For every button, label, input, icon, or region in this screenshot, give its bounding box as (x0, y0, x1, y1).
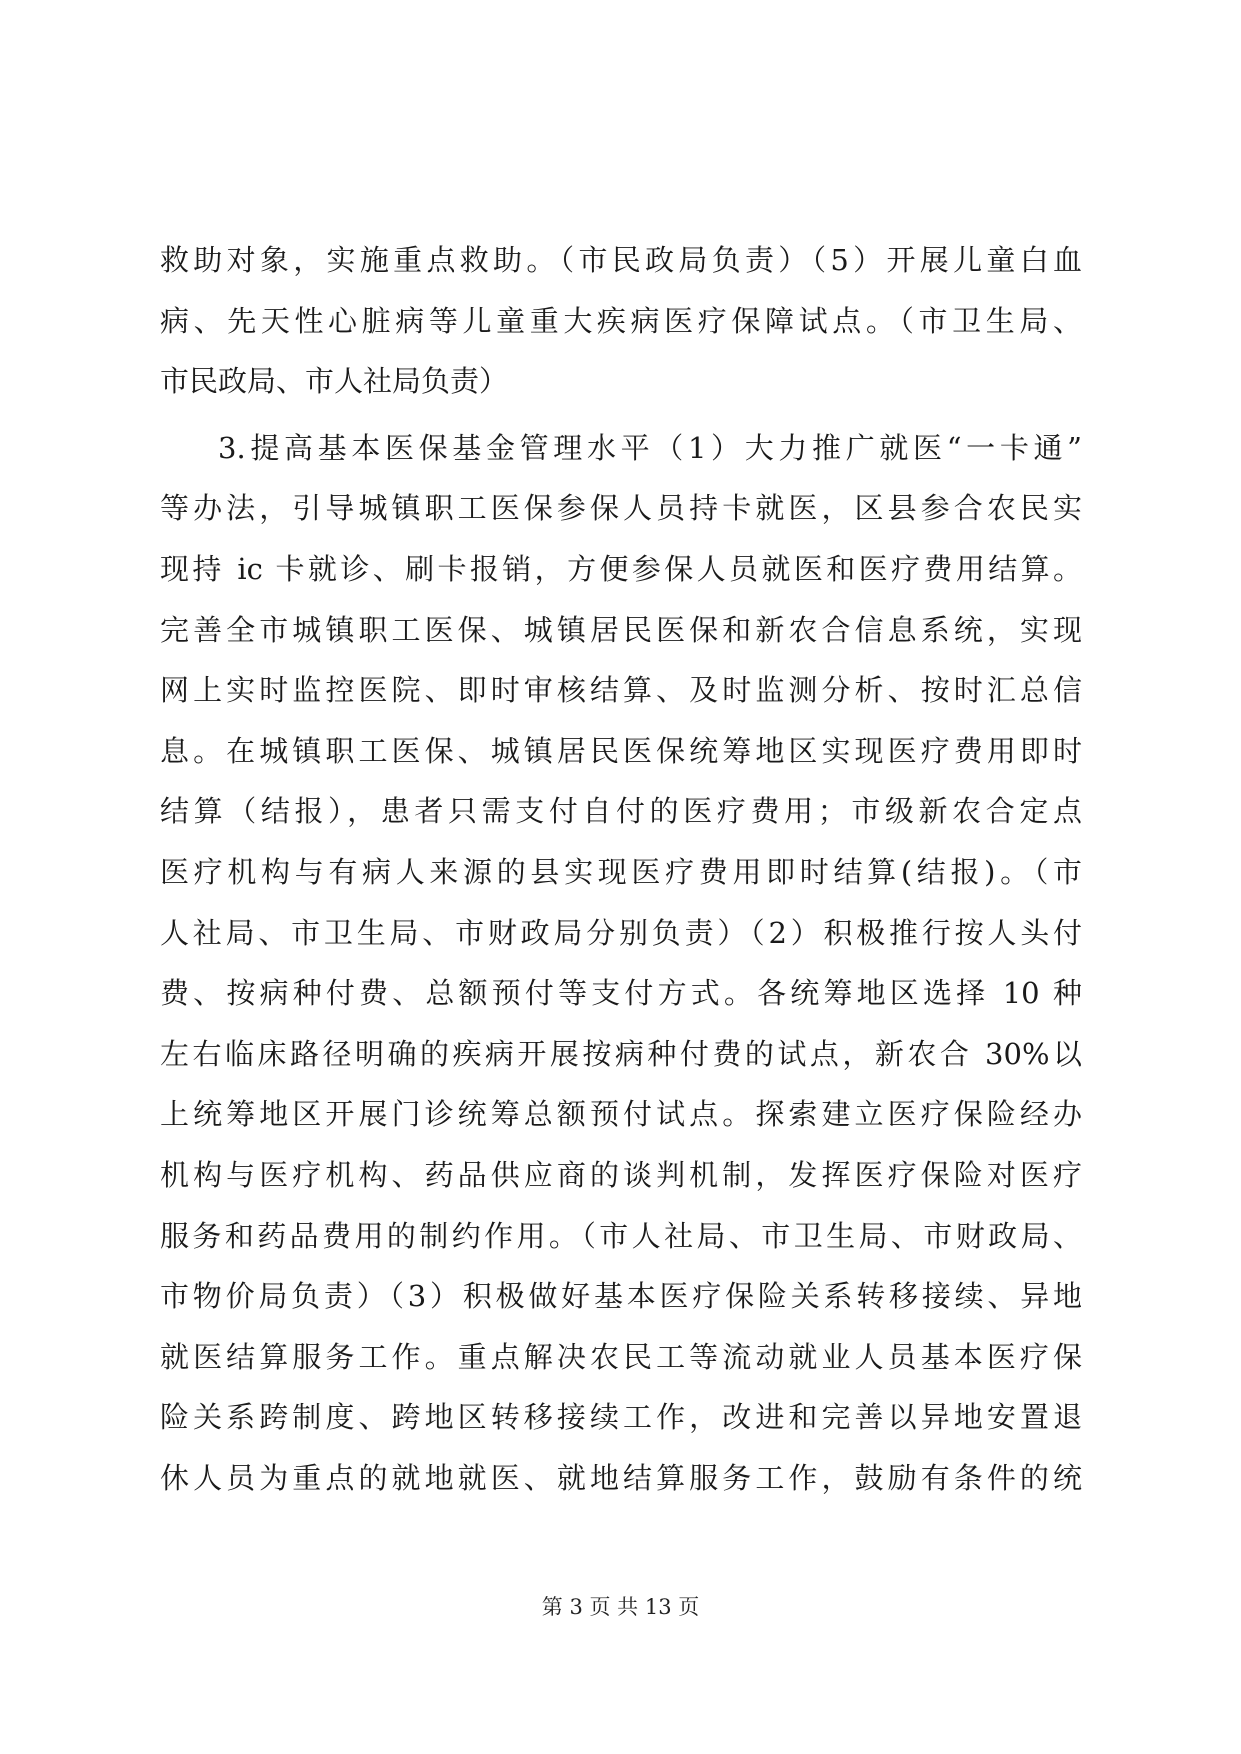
text-line: 左右临床路径明确的疾病开展按病种付费的试点，新农合 30%以 (160, 1036, 1082, 1071)
text-line: 3.提高基本医保基金管理水平（1）大力推广就医“一卡通” (218, 430, 1082, 465)
text-line: 网上实时监控医院、即时审核结算、及时监测分析、按时汇总信 (160, 673, 1082, 708)
text-line: 息。在城镇职工医保、城镇居民医保统筹地区实现医疗费用即时 (160, 733, 1082, 768)
text-line: 险关系跨制度、跨地区转移接续工作，改进和完善以异地安置退 (160, 1400, 1082, 1435)
text-line: 机构与医疗机构、药品供应商的谈判机制，发挥医疗保险对医疗 (160, 1157, 1082, 1192)
document-body (160, 230, 1082, 1508)
page-number-footer: 第 3 页 共 13 页 (541, 1595, 700, 1619)
text-line: 人社局、市卫生局、市财政局分别负责）（2）积极推行按人头付 (160, 915, 1082, 950)
text-line: 现持 ic 卡就诊、刷卡报销，方便参保人员就医和医疗费用结算。 (160, 551, 1082, 586)
text-line: 完善全市城镇职工医保、城镇居民医保和新农合信息系统，实现 (160, 612, 1082, 647)
text-line: 等办法，引导城镇职工医保参保人员持卡就医，区县参合农民实 (160, 491, 1082, 526)
text-line: 休人员为重点的就地就医、就地结算服务工作，鼓励有条件的统 (160, 1460, 1082, 1495)
text-line: 费、按病种付费、总额预付等支付方式。各统筹地区选择 10 种 (160, 976, 1082, 1011)
text-line: 就医结算服务工作。重点解决农民工等流动就业人员基本医疗保 (160, 1339, 1082, 1374)
text-line: 上统筹地区开展门诊统筹总额预付试点。探索建立医疗保险经办 (160, 1097, 1082, 1132)
text-line: 市物价局负责）（3）积极做好基本医疗保险关系转移接续、异地 (160, 1279, 1082, 1314)
text-line: 病、先天性心脏病等儿童重大疾病医疗保障试点。（市卫生局、 (160, 303, 1082, 338)
paragraph-2 (160, 418, 1082, 1509)
text-line: 救助对象，实施重点救助。（市民政局负责）（5）开展儿童白血 (160, 243, 1082, 277)
text-line: 医疗机构与有病人来源的县实现医疗费用即时结算(结报)。（市 (160, 854, 1082, 889)
paragraph-1 (160, 230, 1082, 412)
text-line: 服务和药品费用的制约作用。（市人社局、市卫生局、市财政局、 (160, 1218, 1082, 1253)
text-line: 结算（结报），患者只需支付自付的医疗费用；市级新农合定点 (160, 794, 1082, 829)
text-line: 市民政局、市人社局负责） (160, 364, 509, 399)
